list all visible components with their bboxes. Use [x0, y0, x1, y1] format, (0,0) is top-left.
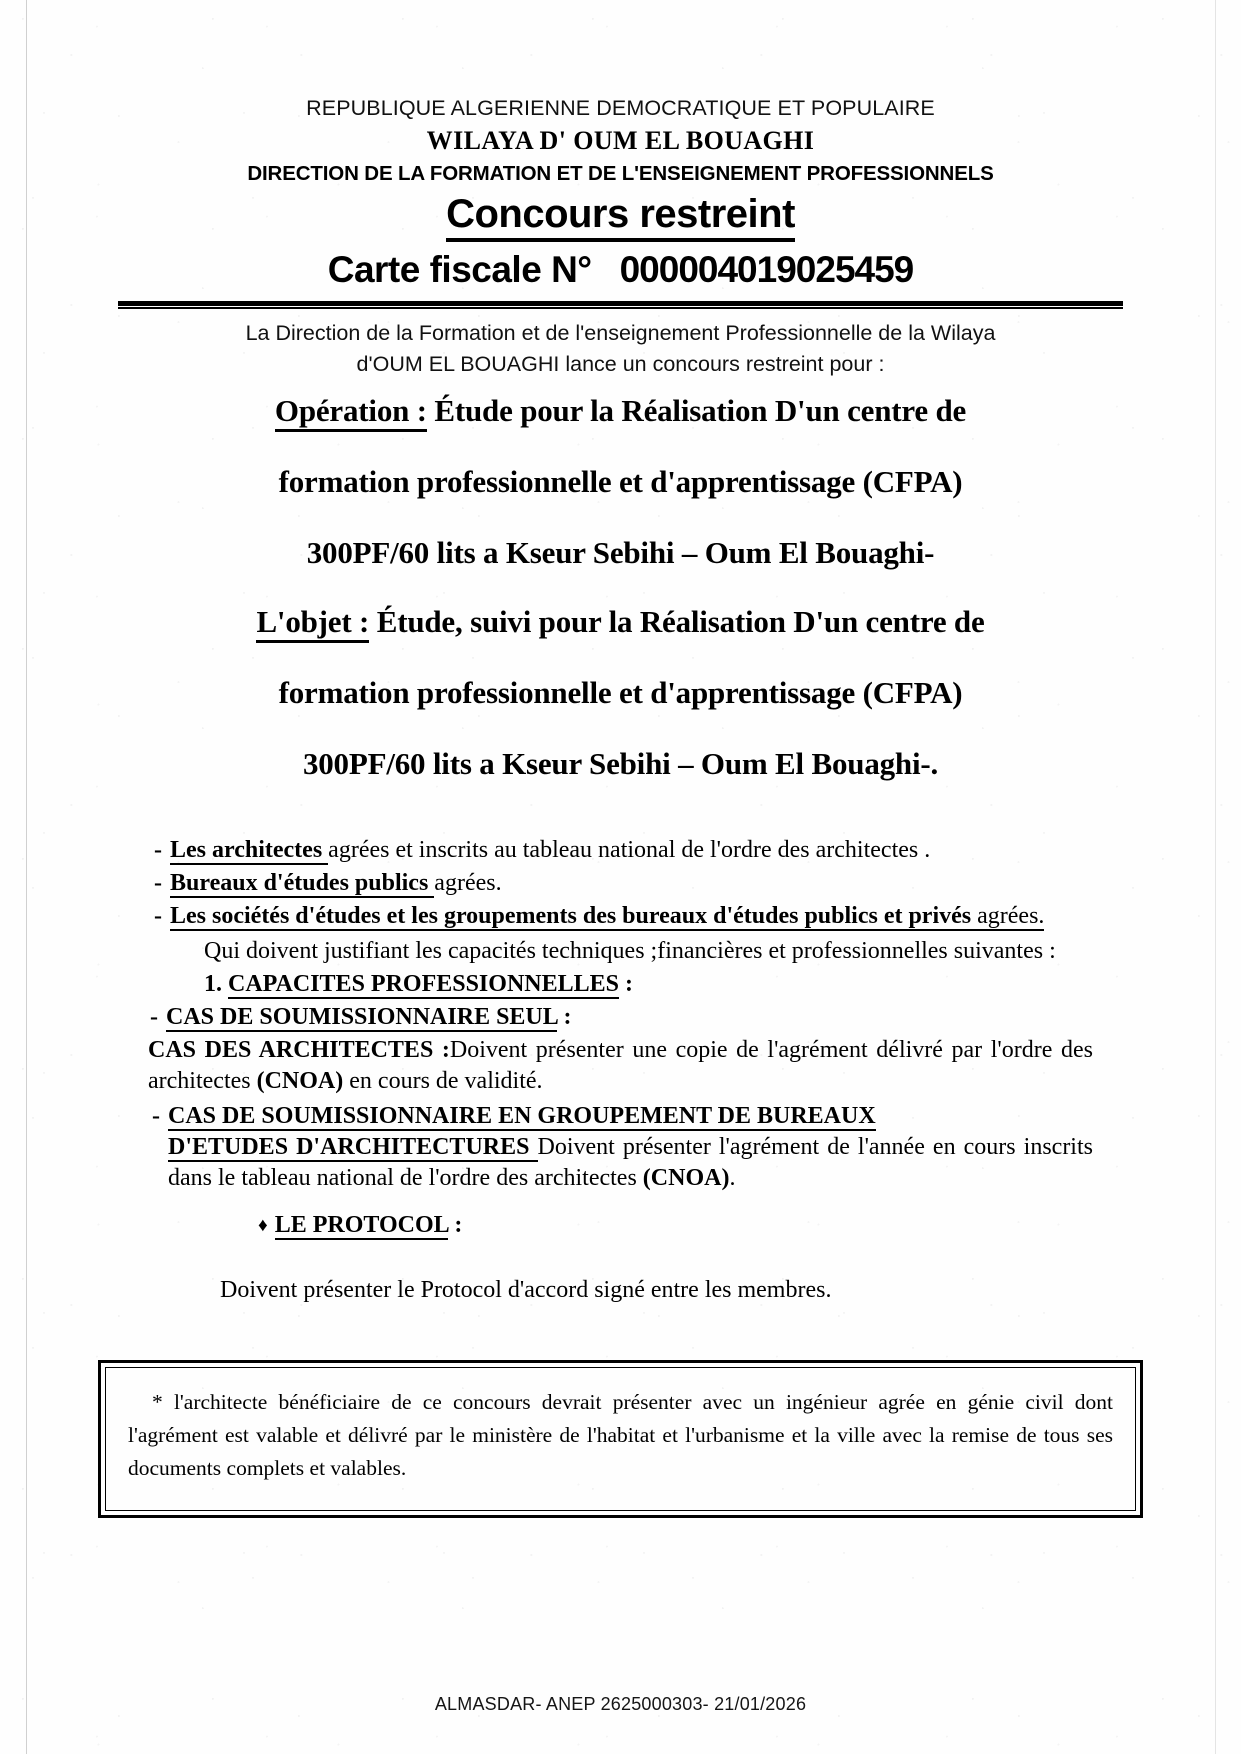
- direction-heading: DIRECTION DE LA FORMATION ET DE L'ENSEIGNEMENT PROFESSIONNELS: [247, 162, 994, 185]
- eligibility-item-architects: [148, 835, 1093, 866]
- group-bidder-cnoa: (CNOA): [642, 1164, 730, 1191]
- group-bidder-heading-line-2: D'ETUDES D'ARCHITECTURES: [168, 1133, 538, 1160]
- operation-label: Opération :: [275, 393, 427, 432]
- protocol-heading-colon: :: [448, 1212, 463, 1239]
- eligibility-item-architects-label: Les architectes: [170, 837, 329, 864]
- sole-bidder-heading: [148, 1002, 1093, 1033]
- note-frame-outer: [98, 1360, 1143, 1518]
- section-capacities-professionnelles: [148, 969, 1093, 1000]
- protocol-body-paragraph: Doivent présenter le Protocol d'accord signé entre les membres.: [220, 1277, 832, 1304]
- eligibility-item-public-offices: [148, 868, 1093, 899]
- qualification-paragraph: Qui doivent justifiant les capacités techniques ;financières et professionnelles suivantes :: [204, 937, 1056, 964]
- eligibility-item-public-offices-text: agrées.: [434, 870, 502, 897]
- note-text: * l'architecte bénéficiaire de ce concours devrait présenter avec un ingénieur agrée en génie civil dont l'agrément est valable et délivré par le ministère de l'habitat et l'urbanisme et la ville avec la remise de tous ses documents complets et valables.: [128, 1390, 1113, 1480]
- operation-text-1: Étude pour la Réalisation D'un centre de: [434, 393, 967, 429]
- fiscal-card-label: Carte fiscale N°: [327, 249, 592, 290]
- eligibility-item-companies-groups: [148, 901, 1093, 932]
- republic-heading: REPUBLIQUE ALGERIENNE DEMOCRATIQUE ET POPULAIRE: [306, 96, 935, 120]
- operation-line-2: formation professionnelle et d'apprentissage (CFPA): [278, 464, 963, 500]
- operation-line-3: 300PF/60 lits a Kseur Sebihi – Oum El Bouaghi-: [306, 535, 935, 571]
- group-bidder-block: [148, 1101, 1093, 1195]
- section-number: 1.: [204, 970, 222, 997]
- objet-line-1: [0, 604, 1241, 640]
- body-section: [148, 835, 1093, 1306]
- objet-text-1: Étude, suivi pour la Réalisation D'un centre de: [376, 604, 985, 640]
- intro-paragraph: [150, 318, 1091, 379]
- eligibility-item-public-offices-label: Bureaux d'études publics: [170, 870, 435, 897]
- operation-line-1: [0, 393, 1241, 429]
- diamond-bullet-icon: ♦: [258, 1215, 268, 1237]
- section-colon: :: [618, 970, 633, 997]
- section-title: CAPACITES PROFESSIONNELLES: [228, 970, 619, 997]
- sole-bidder-heading-colon: :: [557, 1003, 572, 1030]
- sole-bidder-heading-text: CAS DE SOUMISSIONNAIRE SEUL: [166, 1003, 558, 1030]
- group-bidder-heading-line-1: CAS DE SOUMISSIONNAIRE EN GROUPEMENT DE BUREAUX: [168, 1102, 876, 1129]
- note-frame-inner: [105, 1367, 1136, 1511]
- group-bidder-continuation: [168, 1132, 1093, 1194]
- architects-case-cnoa: (CNOA): [256, 1068, 344, 1095]
- announcement-title: [0, 192, 1241, 237]
- objet-line-2: formation professionnelle et d'apprentissage (CFPA): [278, 675, 963, 711]
- objet-label: L'objet :: [256, 604, 369, 643]
- header-divider-rule: [118, 301, 1123, 309]
- eligibility-item-companies-groups-label: Les sociétés d'études et les groupements des bureaux d'études publics et privés: [170, 903, 978, 930]
- architects-case-text-2: en cours de validité.: [343, 1068, 543, 1095]
- wilaya-heading: WILAYA D' OUM EL BOUAGHI: [426, 126, 815, 155]
- architects-case-paragraph: [148, 1035, 1093, 1097]
- group-bidder-text-end: .: [729, 1164, 736, 1191]
- fiscal-card-number: 000004019025459: [619, 249, 914, 290]
- objet-line-3: 300PF/60 lits a Kseur Sebihi – Oum El Bouaghi-.: [302, 746, 939, 782]
- architects-case-label: CAS DES ARCHITECTES :: [148, 1037, 450, 1064]
- eligibility-item-architects-text: agrées et inscrits au tableau national de l'ordre des architectes .: [328, 837, 931, 864]
- announcement-title-text: Concours restreint: [446, 192, 795, 242]
- protocol-heading: [148, 1210, 1093, 1241]
- intro-line-2: d'OUM EL BOUAGHI lance un concours restreint pour :: [356, 351, 885, 376]
- intro-line-1: La Direction de la Formation et de l'enseignement Professionnelle de la Wilaya: [245, 321, 996, 345]
- protocol-heading-text: LE PROTOCOL: [274, 1212, 449, 1239]
- group-bidder-text: Doivent présenter l'agrément de l'année en cours inscrits dans le tableau national de l'ordre des architectes: [168, 1133, 1093, 1191]
- architects-case-text-1: Doivent présenter une copie de l'agrément délivré par l'ordre des architectes: [148, 1037, 1093, 1095]
- eligibility-item-companies-groups-text: agrées.: [977, 903, 1045, 930]
- fiscal-card-line: [0, 249, 1241, 291]
- footer-reference: ALMASDAR- ANEP 2625000303- 21/01/2026: [434, 1694, 807, 1714]
